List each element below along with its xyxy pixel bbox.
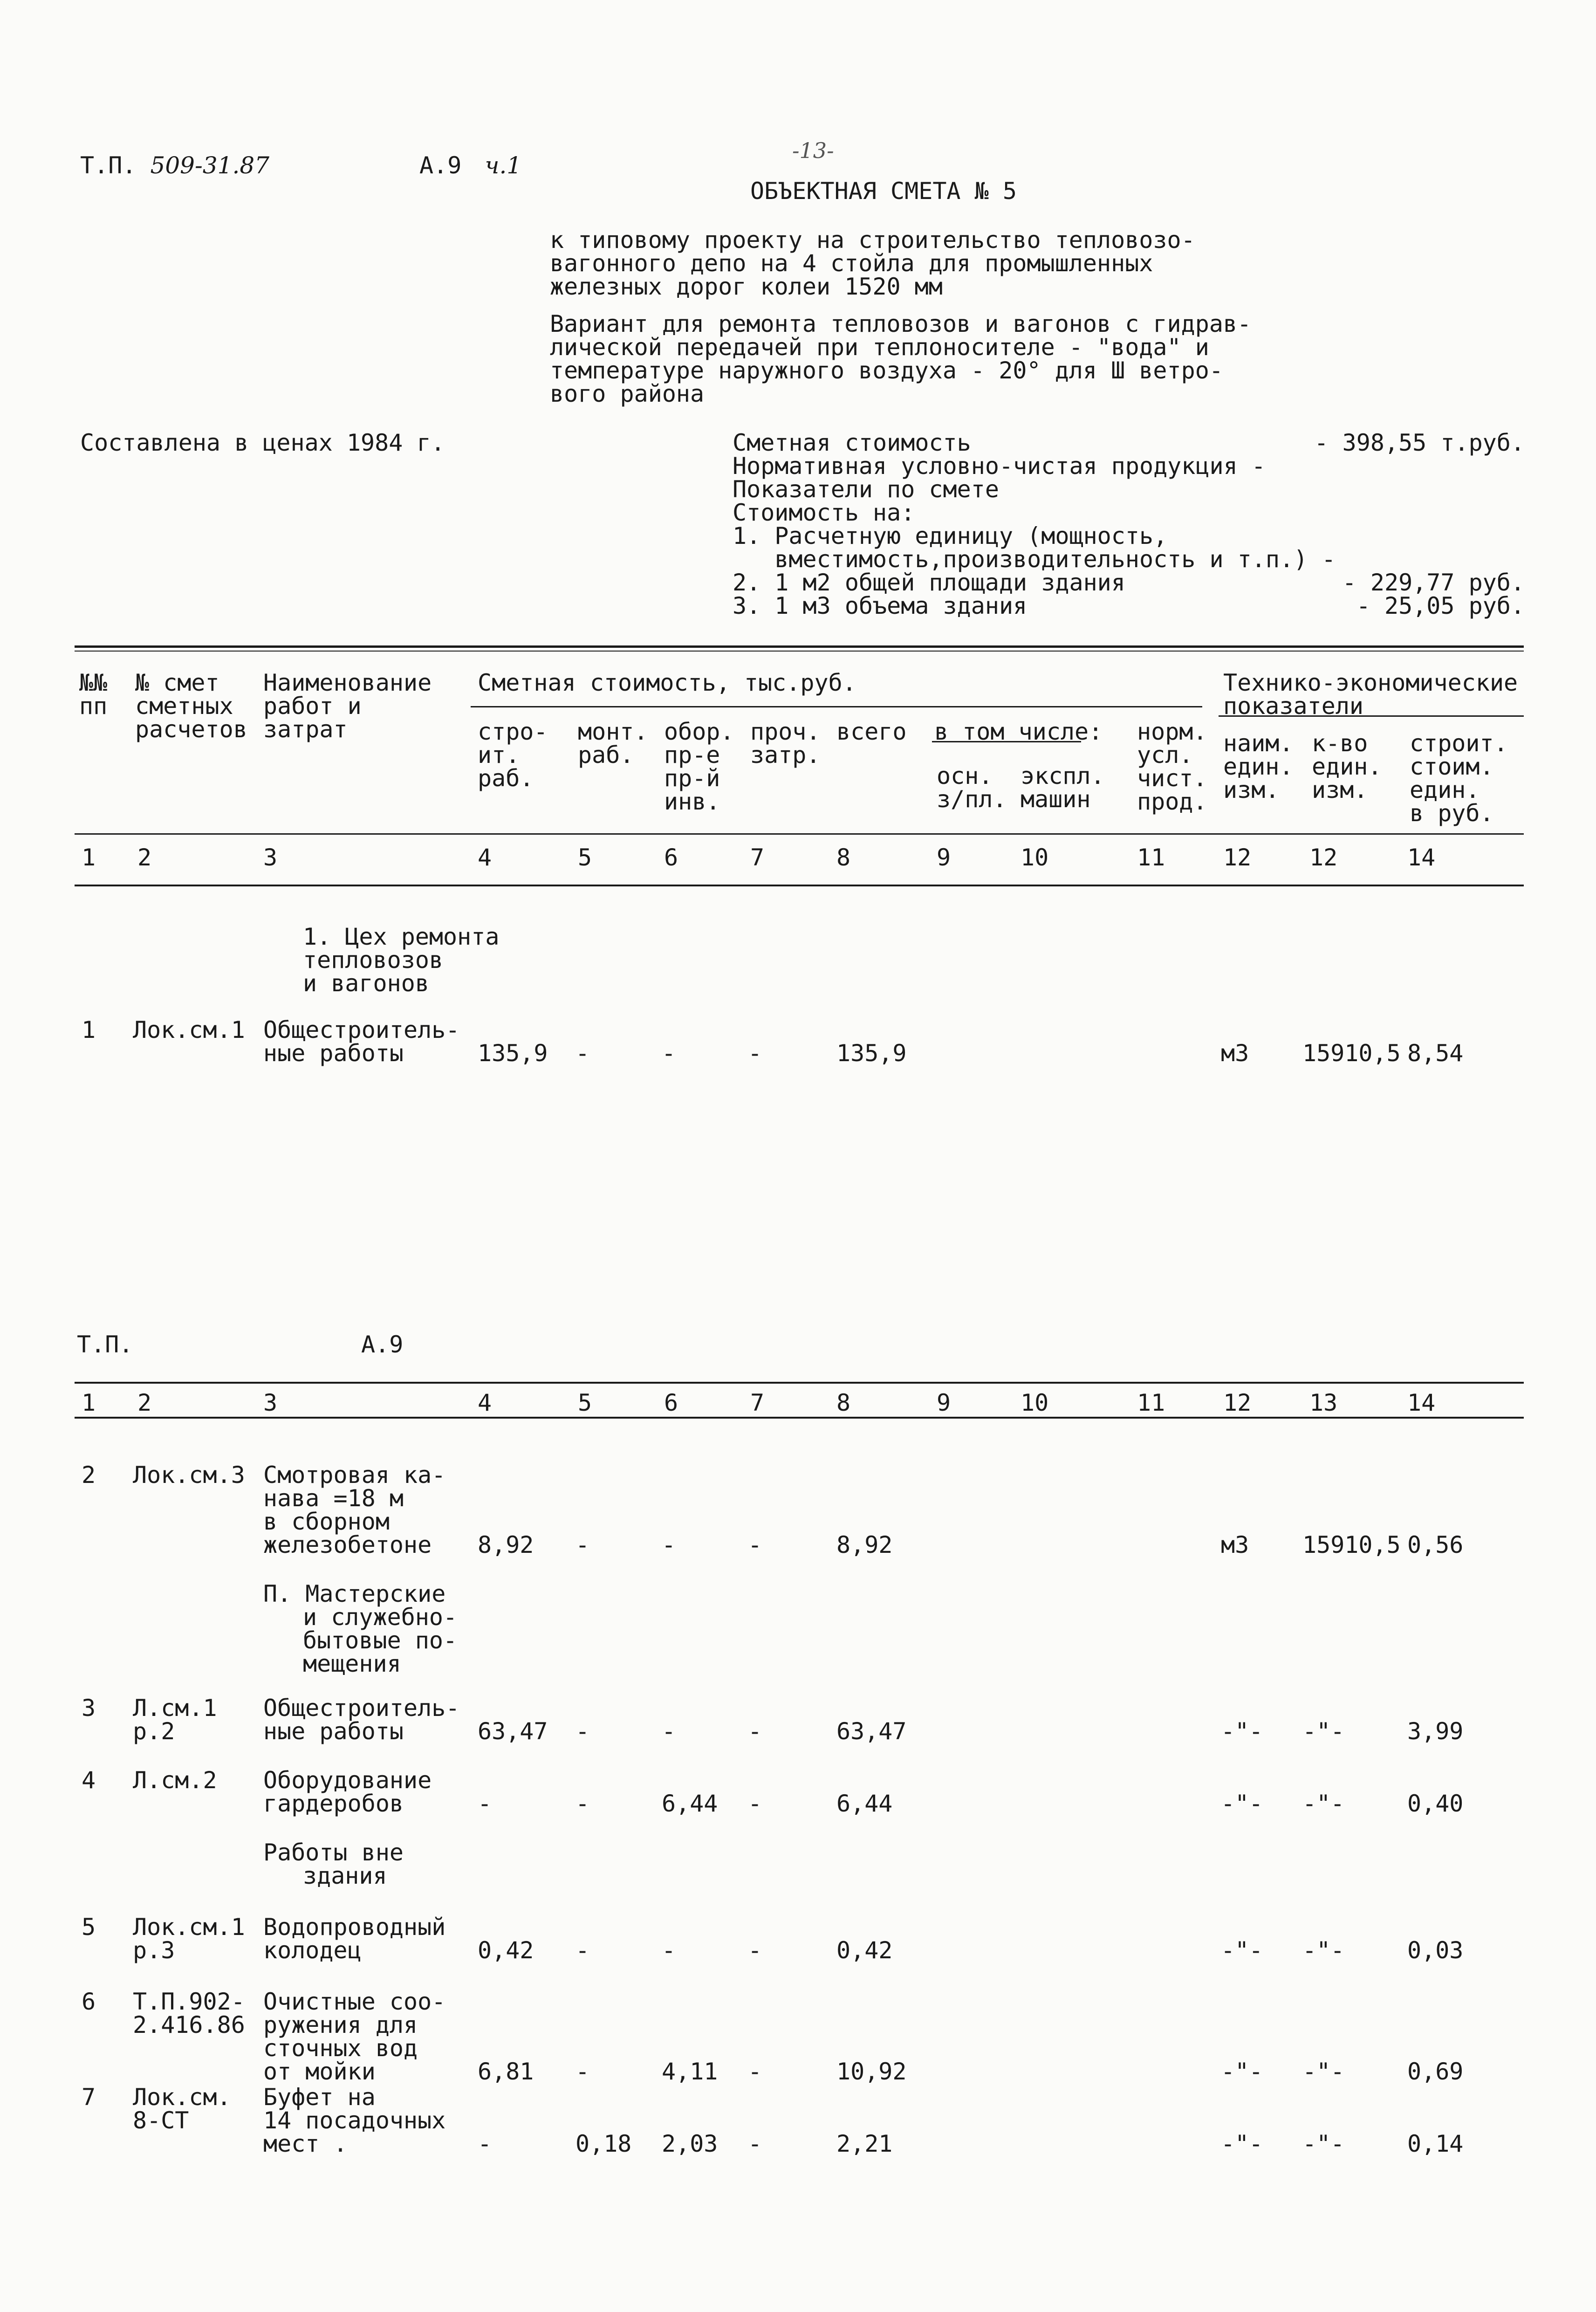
row-name: Смотровая ка- bbox=[263, 1461, 446, 1489]
summary-label: Сметная стоимость bbox=[733, 429, 971, 456]
cell-proch: - bbox=[748, 1937, 762, 1964]
column-number: 8 bbox=[836, 1389, 851, 1416]
row-name: Оборудование bbox=[263, 1767, 432, 1794]
continuation-tp: Т.П. bbox=[77, 1331, 133, 1358]
column-number: 12 bbox=[1223, 1389, 1252, 1416]
header-mont: монт. bbox=[578, 718, 648, 745]
column-number: 14 bbox=[1407, 844, 1436, 871]
header-in-that: в том числе: bbox=[934, 718, 1103, 745]
header-stroit: раб. bbox=[478, 765, 534, 792]
header-bottom-rule bbox=[75, 833, 1524, 835]
variant-line: температуре наружного воздуха - 20° для Ш ветро- bbox=[550, 357, 1223, 384]
section-title: здания bbox=[303, 1862, 387, 1889]
summary-line bbox=[733, 524, 1525, 548]
cell-vsego: 2,21 bbox=[836, 2130, 893, 2157]
section-title: и вагонов bbox=[303, 970, 429, 997]
summary-label: 1. Расчетную единицу (мощность, bbox=[733, 522, 1168, 549]
cell-obor: - bbox=[662, 1718, 676, 1745]
header-name: затрат bbox=[263, 716, 348, 743]
row-name: 14 посадочных bbox=[263, 2107, 446, 2134]
header-nn: №№ bbox=[79, 669, 108, 696]
cell-obor: - bbox=[662, 1531, 676, 1558]
cell-proch: - bbox=[748, 1040, 762, 1067]
row-smet-ref: Л.см.2 bbox=[133, 1767, 217, 1794]
header-smet: № смет bbox=[135, 669, 219, 696]
cell-proch: - bbox=[748, 2058, 762, 2085]
header-kvo: изм. bbox=[1312, 776, 1368, 803]
summary-label: 3. 1 м3 объема здания bbox=[733, 592, 1027, 619]
cell-stroit: 135,9 bbox=[478, 1040, 548, 1067]
colnum-bottom-rule bbox=[75, 885, 1524, 886]
header-stroit-st: строит. bbox=[1410, 730, 1508, 757]
row-number: 2 bbox=[82, 1461, 96, 1489]
row-name: Очистные соо- bbox=[263, 1988, 446, 2015]
summary-value: - 398,55 т.руб. bbox=[1314, 429, 1525, 456]
cell-obor: - bbox=[662, 1040, 676, 1067]
cell-vsego: 0,42 bbox=[836, 1937, 893, 1964]
cell-vsego: 10,92 bbox=[836, 2058, 907, 2085]
cell-unit-cost: 3,99 bbox=[1407, 1718, 1464, 1745]
column-number: 11 bbox=[1137, 844, 1165, 871]
project-code-handwritten: 509-31.87 bbox=[150, 152, 269, 179]
cell-unit: -"- bbox=[1221, 1790, 1263, 1817]
cell-stroit: 63,47 bbox=[478, 1718, 548, 1745]
summary-label: Показатели по смете bbox=[733, 476, 999, 503]
variant-line: вого района bbox=[550, 380, 705, 407]
summary-value: - 25,05 руб. bbox=[1356, 592, 1525, 619]
continuation-album: А.9 bbox=[361, 1331, 404, 1358]
page-number: -13- bbox=[792, 138, 834, 163]
variant-line: Вариант для ремонта тепловозов и вагонов с гидрав- bbox=[550, 310, 1252, 337]
header-stroit-st: в руб. bbox=[1410, 800, 1494, 827]
cell-qty: -"- bbox=[1302, 2058, 1345, 2085]
cell-obor: 2,03 bbox=[662, 2130, 718, 2157]
column-number: 9 bbox=[937, 1389, 951, 1416]
column-number: 5 bbox=[578, 1389, 592, 1416]
column-number: 4 bbox=[478, 844, 492, 871]
cell-proch: - bbox=[748, 1531, 762, 1558]
table-top-rule-thin bbox=[75, 651, 1524, 652]
row-number: 4 bbox=[82, 1767, 96, 1794]
summary-label: вместимость,производительность и т.п.) - bbox=[733, 546, 1336, 573]
cell-unit: -"- bbox=[1221, 1718, 1263, 1745]
row-name: гардеробов bbox=[263, 1790, 404, 1817]
cell-unit: -"- bbox=[1221, 1937, 1263, 1964]
cell-unit-cost: 0,40 bbox=[1407, 1790, 1464, 1817]
column-number: 10 bbox=[1021, 844, 1049, 871]
row-name: нава =18 м bbox=[263, 1485, 404, 1512]
row-smet-ref: 8-СТ bbox=[133, 2107, 189, 2134]
variant-block bbox=[550, 312, 1251, 405]
summary-line bbox=[733, 478, 1525, 501]
header-proch: затр. bbox=[750, 741, 821, 768]
row-number: 1 bbox=[82, 1016, 96, 1043]
header-ekspl: экспл. bbox=[1021, 762, 1105, 789]
column-number: 11 bbox=[1137, 1389, 1165, 1416]
row-smet-ref: 2.416.86 bbox=[133, 2011, 245, 2038]
column-number: 12 bbox=[1309, 844, 1338, 871]
cell-obor: 6,44 bbox=[662, 1790, 718, 1817]
summary-label: Стоимость на: bbox=[733, 499, 915, 526]
header-norm: прод. bbox=[1137, 788, 1207, 815]
header-naim: изм. bbox=[1223, 776, 1280, 803]
cell-unit-cost: 0,14 bbox=[1407, 2130, 1464, 2157]
cell-qty: -"- bbox=[1302, 1937, 1345, 1964]
cell-vsego: 8,92 bbox=[836, 1531, 893, 1558]
header-tech-group: Технико-экономические bbox=[1223, 669, 1518, 696]
row-smet-ref: Лок.см. bbox=[133, 2084, 231, 2111]
column-number: 1 bbox=[82, 844, 96, 871]
header-naim: един. bbox=[1223, 753, 1294, 780]
column-number: 2 bbox=[137, 844, 152, 871]
column-number: 4 bbox=[478, 1389, 492, 1416]
header-obor: обор. bbox=[664, 718, 734, 745]
row-number: 5 bbox=[82, 1914, 96, 1941]
header-osn: з/пл. bbox=[937, 786, 1007, 813]
summary-value: - 229,77 руб. bbox=[1342, 569, 1525, 596]
column-number: 2 bbox=[137, 1389, 152, 1416]
cell-vsego: 6,44 bbox=[836, 1790, 893, 1817]
row-smet-ref: Т.П.902- bbox=[133, 1988, 245, 2015]
summary-line bbox=[733, 571, 1525, 594]
table-top-rule bbox=[75, 645, 1524, 648]
row-smet-ref: Лок.см.1 bbox=[133, 1914, 245, 1941]
section-title: тепловозов bbox=[303, 947, 444, 974]
row-smet-ref: р.3 bbox=[133, 1937, 175, 1964]
header-ekspl: машин bbox=[1021, 786, 1091, 813]
row-name: ные работы bbox=[263, 1718, 404, 1745]
cell-mont: - bbox=[575, 1790, 590, 1817]
header-smet: расчетов bbox=[135, 716, 247, 743]
header-nn: пп bbox=[79, 693, 108, 720]
row-smet-ref: Л.см.1 bbox=[133, 1695, 217, 1722]
section-title: 1. Цех ремонта bbox=[303, 923, 500, 950]
header-norm: усл. bbox=[1137, 741, 1193, 768]
cell-qty: -"- bbox=[1302, 1790, 1345, 1817]
row-name: Водопроводный bbox=[263, 1914, 446, 1941]
cell-unit-cost: 0,56 bbox=[1407, 1531, 1464, 1558]
column-number: 10 bbox=[1021, 1389, 1049, 1416]
project-code bbox=[80, 154, 269, 177]
cell-mont: - bbox=[575, 1937, 590, 1964]
row-number: 7 bbox=[82, 2084, 96, 2111]
column-number: 7 bbox=[750, 844, 765, 871]
cell-proch: - bbox=[748, 2130, 762, 2157]
subtitle-line: вагонного депо на 4 стойла для промышленных bbox=[550, 250, 1153, 277]
row-name: сточных вод bbox=[263, 2035, 418, 2062]
cell-stroit: - bbox=[478, 2130, 492, 2157]
column-number: 13 bbox=[1309, 1389, 1338, 1416]
column-number: 14 bbox=[1407, 1389, 1436, 1416]
column-number: 3 bbox=[263, 1389, 278, 1416]
row-name: ружения для bbox=[263, 2011, 418, 2038]
header-cost-group: Сметная стоимость, тыс.руб. bbox=[478, 669, 856, 696]
header-mont: раб. bbox=[578, 741, 634, 768]
row-smet-ref: р.2 bbox=[133, 1718, 175, 1745]
summary-label: Нормативная условно-чистая продукция - bbox=[733, 453, 1266, 480]
album-label bbox=[419, 154, 521, 177]
cell-unit-cost: 0,69 bbox=[1407, 2058, 1464, 2085]
row-name: Буфет на bbox=[263, 2084, 376, 2111]
cell-proch: - bbox=[748, 1718, 762, 1745]
cell-mont: 0,18 bbox=[575, 2130, 632, 2157]
section-title: мещения bbox=[303, 1650, 401, 1677]
summary-label: 2. 1 м2 общей площади здания bbox=[733, 569, 1125, 596]
header-norm: норм. bbox=[1137, 718, 1207, 745]
header-naim: наим. bbox=[1223, 730, 1294, 757]
table2-top-rule bbox=[75, 1382, 1524, 1384]
column-number: 6 bbox=[664, 844, 678, 871]
header-norm: чист. bbox=[1137, 765, 1207, 792]
header-obor: пр-й bbox=[664, 765, 720, 792]
row-number: 6 bbox=[82, 1988, 96, 2015]
album-code: А.9 bbox=[419, 152, 462, 179]
header-name: Наименование bbox=[263, 669, 432, 696]
row-name: Общестроитель- bbox=[263, 1016, 460, 1043]
row-name: колодец bbox=[263, 1937, 362, 1964]
column-number: 3 bbox=[263, 844, 278, 871]
cell-mont: - bbox=[575, 1040, 590, 1067]
variant-line: лической передачей при теплоносителе - "вода" и bbox=[550, 334, 1209, 361]
cost-group-rule bbox=[471, 706, 1202, 707]
cell-obor: - bbox=[662, 1937, 676, 1964]
cell-stroit: 8,92 bbox=[478, 1531, 534, 1558]
column-number: 12 bbox=[1223, 844, 1252, 871]
column-number: 1 bbox=[82, 1389, 96, 1416]
column-number: 6 bbox=[664, 1389, 678, 1416]
header-stroit: стро- bbox=[478, 718, 548, 745]
header-name: работ и bbox=[263, 693, 362, 720]
cell-stroit: 6,81 bbox=[478, 2058, 534, 2085]
cell-unit: м3 bbox=[1221, 1531, 1249, 1558]
column-number: 9 bbox=[937, 844, 951, 871]
cell-stroit: 0,42 bbox=[478, 1937, 534, 1964]
section-title: бытовые по- bbox=[303, 1627, 458, 1654]
row-name: от мойки bbox=[263, 2058, 376, 2085]
summary-line bbox=[733, 548, 1525, 571]
row-smet-ref: Лок.см.3 bbox=[133, 1461, 245, 1489]
project-code-prefix: Т.П. bbox=[80, 152, 137, 179]
cell-proch: - bbox=[748, 1790, 762, 1817]
row-name: Общестроитель- bbox=[263, 1695, 460, 1722]
cell-qty: 15910,5 bbox=[1302, 1040, 1401, 1067]
table2-colnum-rule bbox=[75, 1417, 1524, 1419]
cell-mont: - bbox=[575, 1531, 590, 1558]
header-kvo: един. bbox=[1312, 753, 1382, 780]
cell-unit: -"- bbox=[1221, 2058, 1263, 2085]
page-title: ОБЪЕКТНАЯ СМЕТА № 5 bbox=[750, 178, 1017, 205]
subtitle-block bbox=[550, 228, 1195, 298]
header-tech-group: показатели bbox=[1223, 693, 1364, 720]
summary-line bbox=[733, 501, 1525, 524]
cell-unit-cost: 0,03 bbox=[1407, 1937, 1464, 1964]
header-stroit-st: един. bbox=[1410, 776, 1480, 803]
cell-unit: -"- bbox=[1221, 2130, 1263, 2157]
cell-vsego: 63,47 bbox=[836, 1718, 907, 1745]
subtitle-line: к типовому проекту на строительство тепловозо- bbox=[550, 226, 1195, 254]
row-name: ные работы bbox=[263, 1040, 404, 1067]
row-smet-ref: Лок.см.1 bbox=[133, 1016, 245, 1043]
cell-unit: м3 bbox=[1221, 1040, 1249, 1067]
header-obor: инв. bbox=[664, 788, 720, 815]
cell-stroit: - bbox=[478, 1790, 492, 1817]
column-number: 5 bbox=[578, 844, 592, 871]
header-stroit-st: стоим. bbox=[1410, 753, 1494, 780]
cell-unit-cost: 8,54 bbox=[1407, 1040, 1464, 1067]
cell-mont: - bbox=[575, 2058, 590, 2085]
cell-obor: 4,11 bbox=[662, 2058, 718, 2085]
cell-qty: -"- bbox=[1302, 2130, 1345, 2157]
cell-vsego: 135,9 bbox=[836, 1040, 907, 1067]
header-osn: осн. bbox=[937, 762, 993, 789]
section-title: П. Мастерские bbox=[263, 1580, 446, 1607]
column-number: 8 bbox=[836, 844, 851, 871]
column-number: 7 bbox=[750, 1389, 765, 1416]
prices-note: Составлена в ценах 1984 г. bbox=[80, 429, 445, 456]
header-stroit: ит. bbox=[478, 741, 520, 768]
section-title: и служебно- bbox=[303, 1604, 458, 1631]
header-vsego: всего bbox=[836, 718, 907, 745]
cell-qty: 15910,5 bbox=[1302, 1531, 1401, 1558]
album-part-handwritten: ч.1 bbox=[485, 152, 522, 179]
summary-line bbox=[733, 454, 1525, 478]
header-kvo: к-во bbox=[1312, 730, 1368, 757]
header-proch: проч. bbox=[750, 718, 821, 745]
row-name: мест . bbox=[263, 2130, 348, 2157]
subtitle-line: железных дорог колеи 1520 мм bbox=[550, 273, 943, 300]
row-name: в сборном bbox=[263, 1508, 390, 1535]
summary-line bbox=[733, 594, 1525, 617]
header-obor: пр-е bbox=[664, 741, 720, 768]
cell-mont: - bbox=[575, 1718, 590, 1745]
row-name: железобетоне bbox=[263, 1531, 432, 1558]
header-smet: сметных bbox=[135, 693, 233, 720]
section-title: Работы вне bbox=[263, 1839, 404, 1866]
row-number: 3 bbox=[82, 1695, 96, 1722]
summary-line bbox=[733, 431, 1525, 454]
cell-qty: -"- bbox=[1302, 1718, 1345, 1745]
